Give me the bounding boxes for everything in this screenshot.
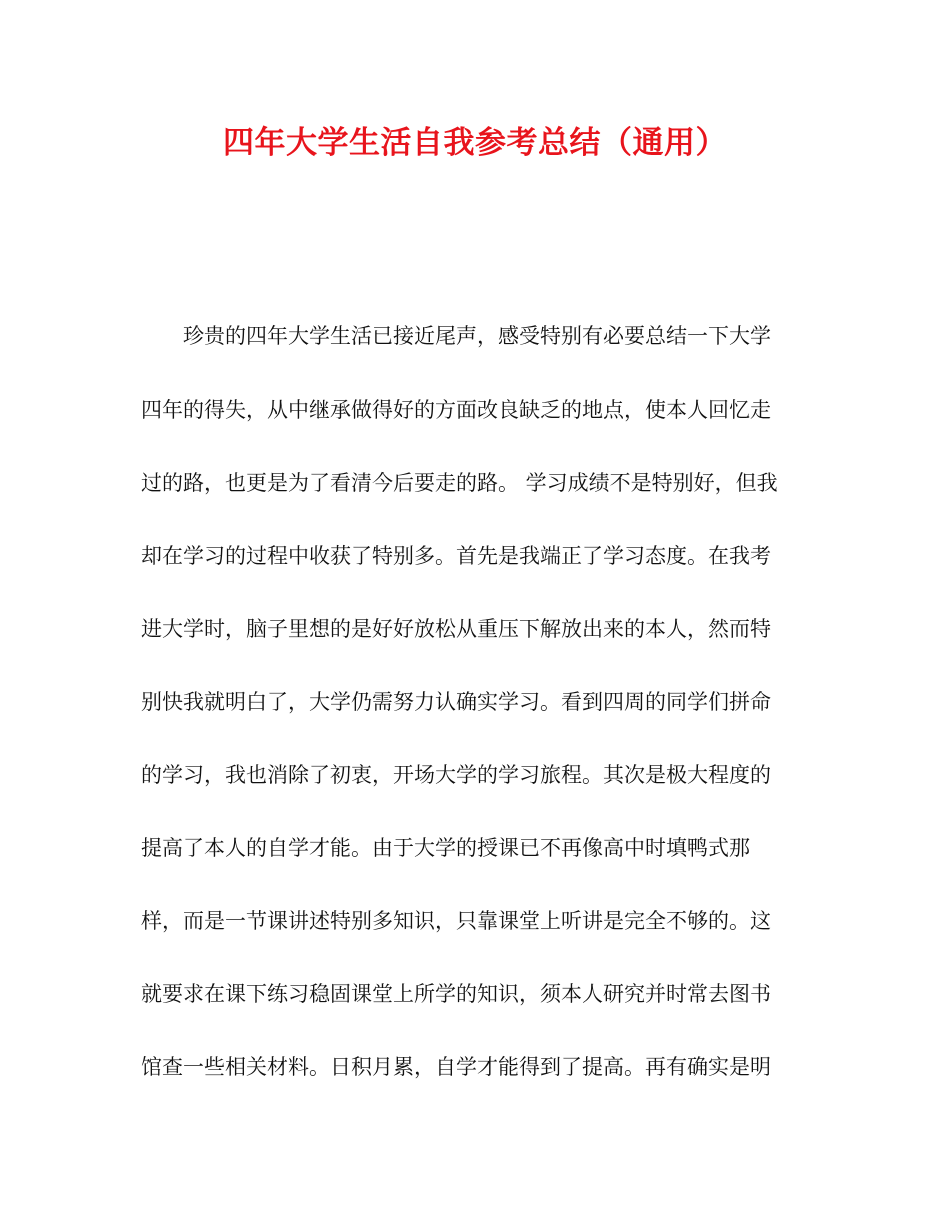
paragraph-line: 提高了本人的自学才能。由于大学的授课已不再像高中时填鸭式那 [141,836,750,860]
document-title: 四年大学生活自我参考总结（通用） [223,125,727,161]
paragraph-line: 过的路，也更是为了看清今后要走的路。 学习成绩不是特别好，但我 [141,471,778,495]
paragraph-line: 样，而是一节课讲述特别多知识，只靠课堂上听讲是完全不够的。这 [141,909,771,933]
paragraph-line: 四年的得失，从中继承做得好的方面改良缺乏的地点，使本人回忆走 [141,398,771,422]
paragraph-line: 就要求在课下练习稳固课堂上所学的知识，须本人研究并时常去图书 [141,982,771,1006]
paragraph-line: 的学习，我也消除了初衷，开场大学的学习旅程。其次是极大程度的 [141,763,771,787]
paragraph-line: 却在学习的过程中收获了特别多。首先是我端正了学习态度。在我考 [141,544,771,568]
paragraph-line: 珍贵的四年大学生活已接近尾声，感受特别有必要总结一下大学 [183,324,771,348]
paragraph-line: 别快我就明白了，大学仍需努力认确实学习。看到四周的同学们拼命 [141,690,771,714]
paragraph-line: 馆查一些相关材料。日积月累，自学才能得到了提高。再有确实是明 [141,1055,771,1079]
paragraph-line: 进大学时，脑子里想的是好好放松从重压下解放出来的本人，然而特 [141,617,771,641]
